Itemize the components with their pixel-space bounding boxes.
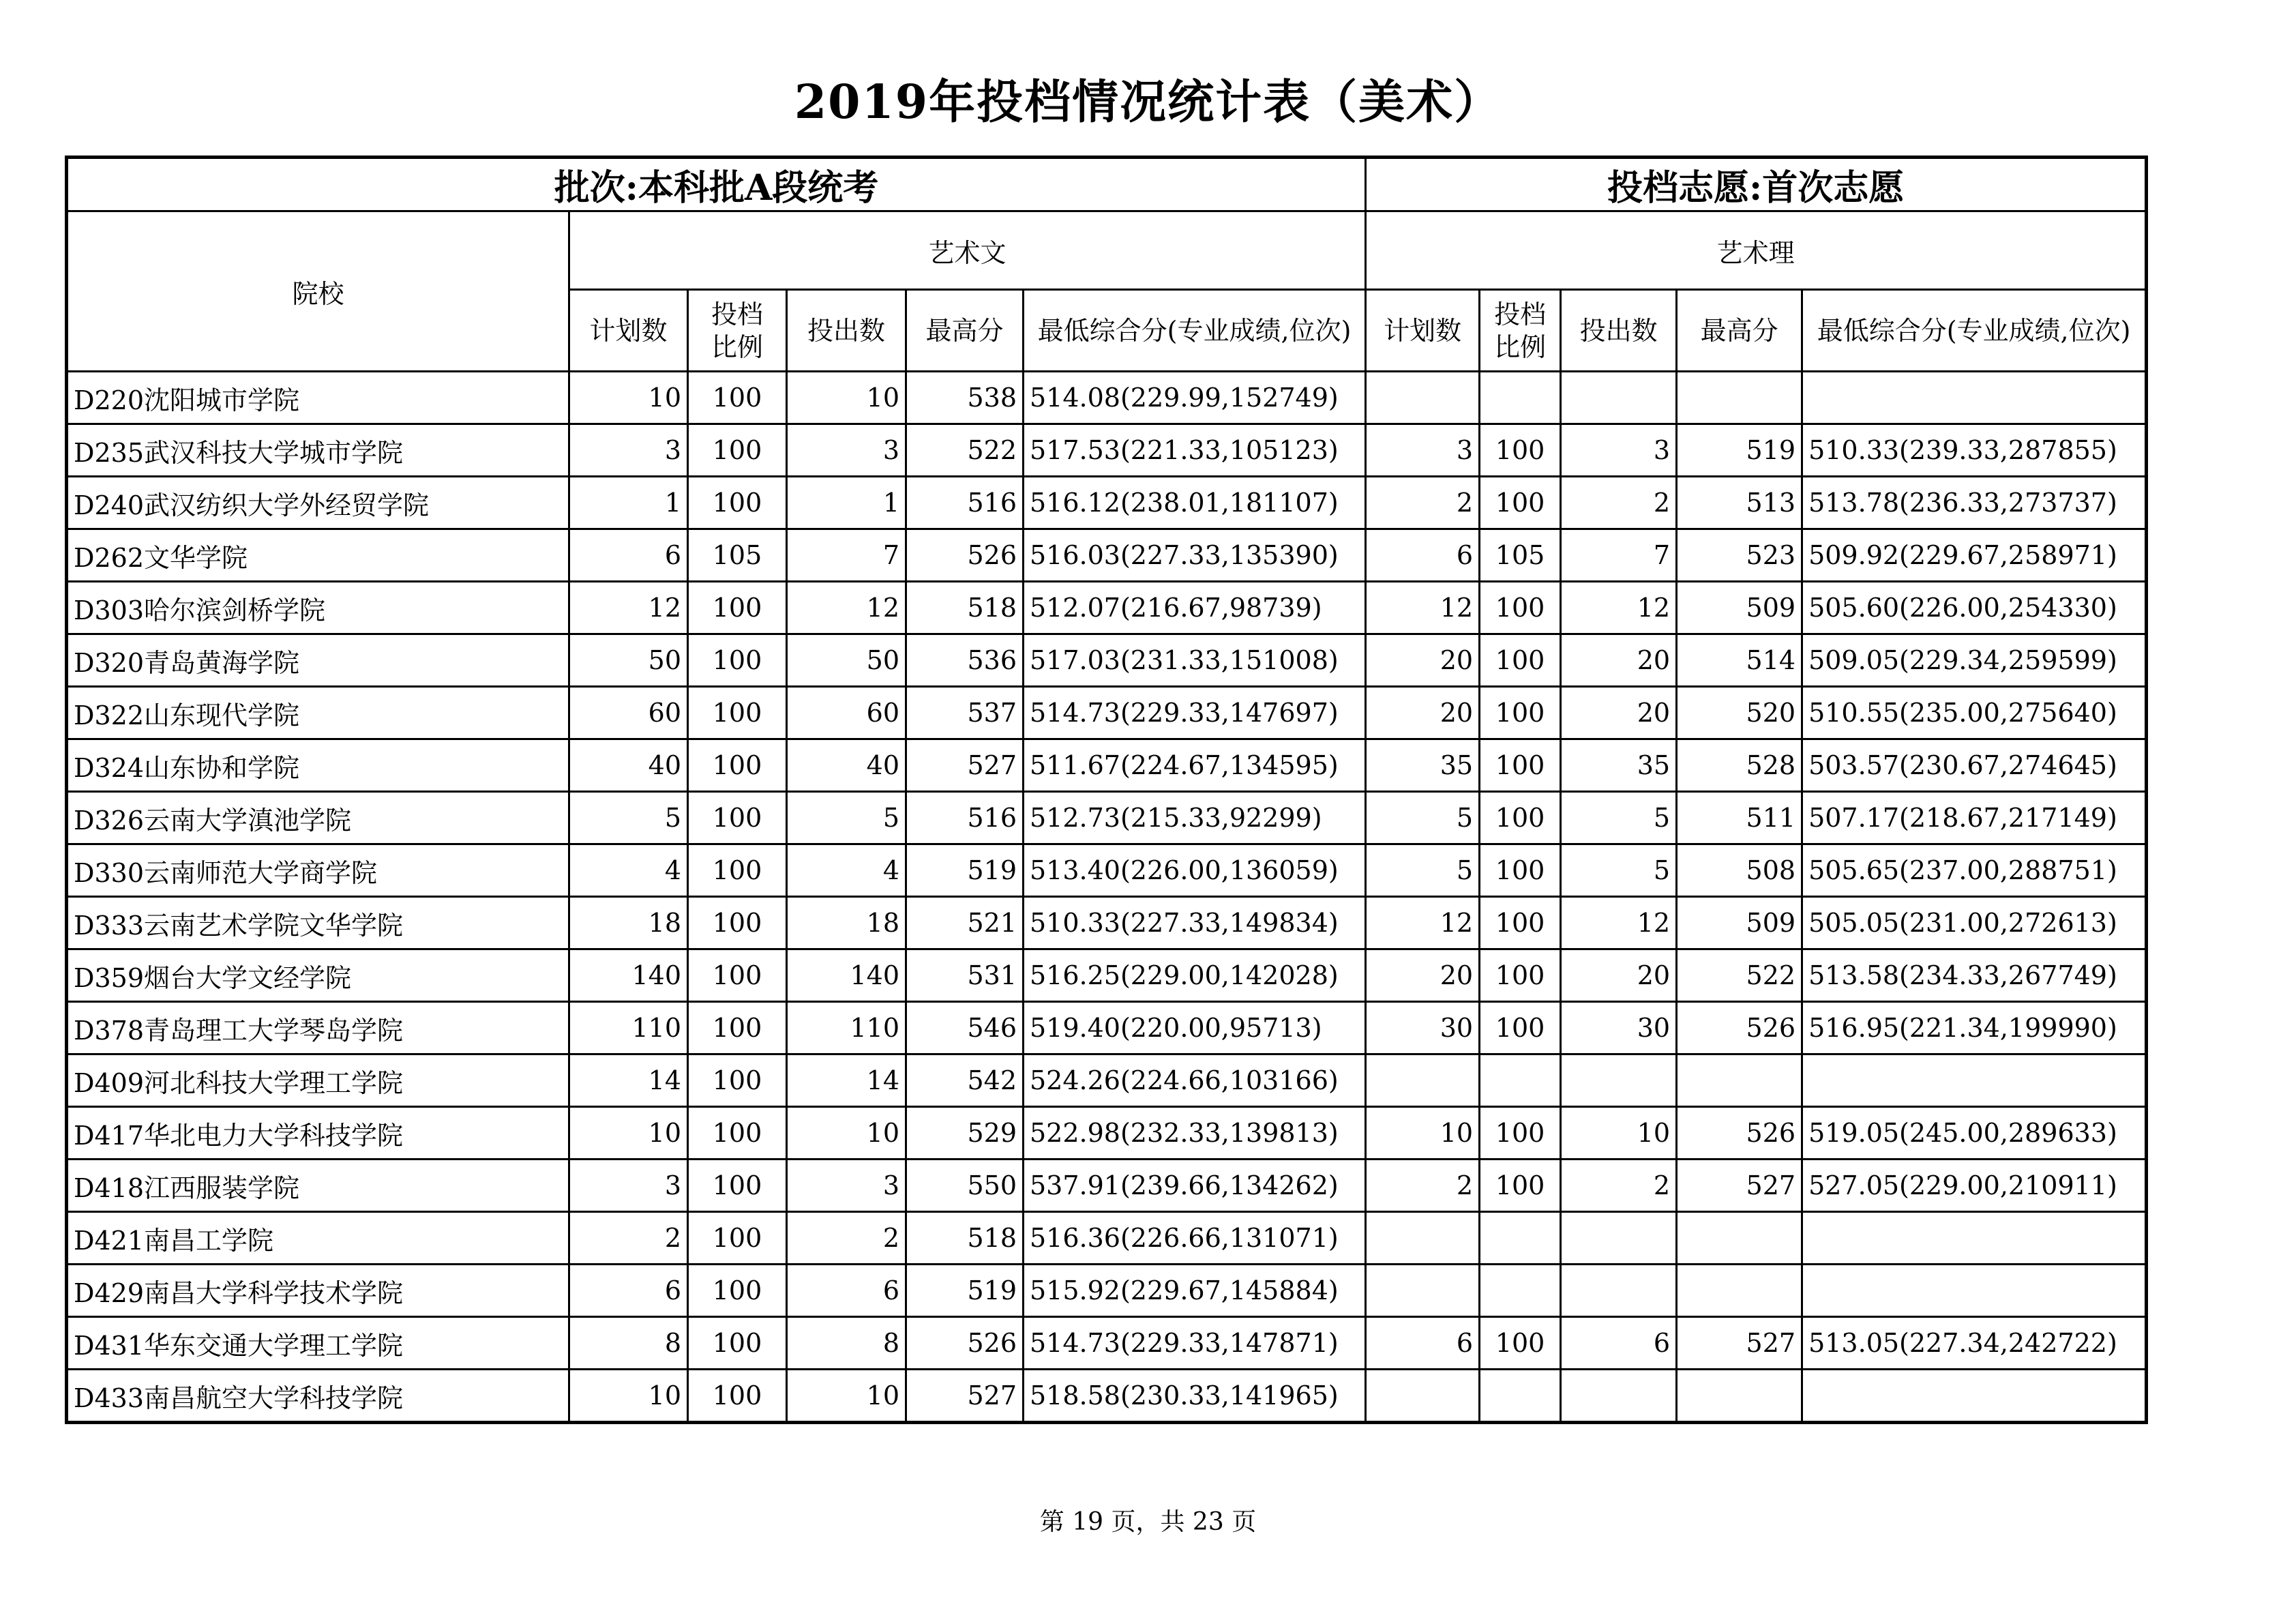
header-row-groups bbox=[67, 211, 2147, 290]
min-header-li bbox=[1802, 290, 2147, 372]
ratio-cell-wen: 100 bbox=[688, 477, 787, 529]
ratio-cell-li: 100 bbox=[1480, 844, 1561, 897]
submitted-cell-li: 7 bbox=[1561, 529, 1677, 582]
plan-cell-wen: 60 bbox=[569, 687, 688, 739]
plan-cell-li: 5 bbox=[1366, 844, 1480, 897]
plan-cell-wen: 5 bbox=[569, 792, 688, 844]
ratio-cell-li: 100 bbox=[1480, 634, 1561, 687]
submitted-cell-wen: 140 bbox=[787, 949, 906, 1002]
submitted-cell-li: 10 bbox=[1561, 1107, 1677, 1160]
max-cell-wen: 531 bbox=[906, 949, 1024, 1002]
min-score-cell-wen: 522.98(232.33,139813) bbox=[1024, 1107, 1366, 1160]
min-score-cell-li: 509.05(229.34,259599) bbox=[1802, 634, 2147, 687]
min-score-cell-wen: 513.40(226.00,136059) bbox=[1024, 844, 1366, 897]
min-score-cell-wen: 515.92(229.67,145884) bbox=[1024, 1265, 1366, 1317]
ratio-cell-wen: 100 bbox=[688, 1107, 787, 1160]
submitted-cell-wen: 1 bbox=[787, 477, 906, 529]
submitted-cell-li bbox=[1561, 1370, 1677, 1423]
plan-cell-li: 30 bbox=[1366, 1002, 1480, 1054]
batch-label: 批次:本科批A段统考 bbox=[67, 158, 1366, 211]
table-row bbox=[67, 687, 2147, 739]
plan-header-li: 计划数 bbox=[1366, 290, 1480, 372]
table-row bbox=[67, 1002, 2147, 1054]
ratio-cell-li: 100 bbox=[1480, 897, 1561, 949]
max-cell-wen: 522 bbox=[906, 424, 1024, 477]
group-header-wen: 艺术文 bbox=[569, 211, 1366, 290]
submitted-cell-wen: 2 bbox=[787, 1212, 906, 1265]
max-cell-wen: 516 bbox=[906, 477, 1024, 529]
min-score-cell-wen: 516.03(227.33,135390) bbox=[1024, 529, 1366, 582]
school-cell: D429南昌大学科学技术学院 bbox=[67, 1265, 569, 1317]
ratio-cell-wen: 100 bbox=[688, 792, 787, 844]
max-cell-li: 527 bbox=[1677, 1317, 1802, 1370]
ratio-cell-li bbox=[1480, 1370, 1561, 1423]
plan-cell-li: 6 bbox=[1366, 529, 1480, 582]
max-cell-li: 511 bbox=[1677, 792, 1802, 844]
max-cell-wen: 542 bbox=[906, 1054, 1024, 1107]
plan-cell-wen: 140 bbox=[569, 949, 688, 1002]
plan-cell-wen: 1 bbox=[569, 477, 688, 529]
submitted-cell-wen: 10 bbox=[787, 372, 906, 424]
min-score-cell-li: 505.60(226.00,254330) bbox=[1802, 582, 2147, 634]
submitted-header-wen: 投出数 bbox=[787, 290, 906, 372]
ratio-cell-li: 100 bbox=[1480, 1107, 1561, 1160]
max-cell-li bbox=[1677, 1265, 1802, 1317]
ratio-cell-li bbox=[1480, 1212, 1561, 1265]
min-score-cell-li bbox=[1802, 1212, 2147, 1265]
school-header: 院校 bbox=[67, 211, 569, 372]
submitted-cell-wen: 6 bbox=[787, 1265, 906, 1317]
max-cell-li: 520 bbox=[1677, 687, 1802, 739]
school-cell: D417华北电力大学科技学院 bbox=[67, 1107, 569, 1160]
plan-cell-li bbox=[1366, 1265, 1480, 1317]
school-cell: D324山东协和学院 bbox=[67, 739, 569, 792]
max-cell-li: 509 bbox=[1677, 582, 1802, 634]
submitted-cell-li: 2 bbox=[1561, 1160, 1677, 1212]
ratio-cell-li: 100 bbox=[1480, 792, 1561, 844]
max-cell-li: 519 bbox=[1677, 424, 1802, 477]
plan-cell-li: 2 bbox=[1366, 477, 1480, 529]
school-cell: D240武汉纺织大学外经贸学院 bbox=[67, 477, 569, 529]
submitted-cell-wen: 3 bbox=[787, 424, 906, 477]
plan-cell-li bbox=[1366, 372, 1480, 424]
table-row bbox=[67, 477, 2147, 529]
submitted-cell-li bbox=[1561, 372, 1677, 424]
min-header-text: 最低综合分(专业成绩,位次) bbox=[1037, 315, 1352, 346]
min-header-text: 最低综合分(专业成绩,位次) bbox=[1817, 315, 2131, 346]
min-score-cell-li: 507.17(218.67,217149) bbox=[1802, 792, 2147, 844]
ratio-cell-li: 100 bbox=[1480, 1002, 1561, 1054]
table-row bbox=[67, 1212, 2147, 1265]
table-row bbox=[67, 582, 2147, 634]
plan-cell-wen: 40 bbox=[569, 739, 688, 792]
table-row bbox=[67, 634, 2147, 687]
min-score-cell-li: 513.78(236.33,273737) bbox=[1802, 477, 2147, 529]
plan-cell-li: 35 bbox=[1366, 739, 1480, 792]
min-score-cell-wen: 537.91(239.66,134262) bbox=[1024, 1160, 1366, 1212]
min-score-cell-wen: 517.03(231.33,151008) bbox=[1024, 634, 1366, 687]
min-score-cell-wen: 514.73(229.33,147871) bbox=[1024, 1317, 1366, 1370]
max-cell-li: 513 bbox=[1677, 477, 1802, 529]
min-header-wen bbox=[1024, 290, 1366, 372]
max-cell-wen: 526 bbox=[906, 529, 1024, 582]
submitted-cell-wen: 5 bbox=[787, 792, 906, 844]
ratio-cell-wen: 100 bbox=[688, 1317, 787, 1370]
min-score-cell-wen: 524.26(224.66,103166) bbox=[1024, 1054, 1366, 1107]
min-score-cell-wen: 512.07(216.67,98739) bbox=[1024, 582, 1366, 634]
max-cell-li: 527 bbox=[1677, 1160, 1802, 1212]
max-cell-wen: 518 bbox=[906, 1212, 1024, 1265]
submitted-cell-wen: 8 bbox=[787, 1317, 906, 1370]
min-score-cell-wen: 514.08(229.99,152749) bbox=[1024, 372, 1366, 424]
plan-cell-wen: 8 bbox=[569, 1317, 688, 1370]
min-score-cell-li: 513.58(234.33,267749) bbox=[1802, 949, 2147, 1002]
school-cell: D433南昌航空大学科技学院 bbox=[67, 1370, 569, 1423]
ratio-cell-wen: 100 bbox=[688, 949, 787, 1002]
admission-table bbox=[65, 156, 2148, 1424]
max-cell-li: 508 bbox=[1677, 844, 1802, 897]
submitted-cell-wen: 4 bbox=[787, 844, 906, 897]
min-score-cell-wen: 514.73(229.33,147697) bbox=[1024, 687, 1366, 739]
plan-cell-wen: 3 bbox=[569, 1160, 688, 1212]
ratio-cell-wen: 100 bbox=[688, 1054, 787, 1107]
plan-cell-wen: 3 bbox=[569, 424, 688, 477]
min-score-cell-li: 503.57(230.67,274645) bbox=[1802, 739, 2147, 792]
submitted-cell-wen: 60 bbox=[787, 687, 906, 739]
school-cell: D378青岛理工大学琴岛学院 bbox=[67, 1002, 569, 1054]
school-cell: D359烟台大学文经学院 bbox=[67, 949, 569, 1002]
ratio-cell-wen: 100 bbox=[688, 1160, 787, 1212]
ratio-cell-li: 105 bbox=[1480, 529, 1561, 582]
submitted-cell-wen: 40 bbox=[787, 739, 906, 792]
plan-cell-wen: 10 bbox=[569, 1370, 688, 1423]
plan-cell-wen: 12 bbox=[569, 582, 688, 634]
ratio-cell-li: 100 bbox=[1480, 582, 1561, 634]
submitted-cell-li: 30 bbox=[1561, 1002, 1677, 1054]
min-score-cell-li: 527.05(229.00,210911) bbox=[1802, 1160, 2147, 1212]
ratio-cell-wen: 100 bbox=[688, 687, 787, 739]
min-score-cell-li: 510.33(239.33,287855) bbox=[1802, 424, 2147, 477]
table-row bbox=[67, 897, 2147, 949]
submitted-cell-li: 6 bbox=[1561, 1317, 1677, 1370]
ratio-cell-li bbox=[1480, 1265, 1561, 1317]
ratio-cell-li bbox=[1480, 372, 1561, 424]
max-cell-wen: 521 bbox=[906, 897, 1024, 949]
table-row bbox=[67, 1265, 2147, 1317]
min-score-cell-wen: 517.53(221.33,105123) bbox=[1024, 424, 1366, 477]
submitted-cell-li bbox=[1561, 1212, 1677, 1265]
ratio-header-text: 投档比例 bbox=[1494, 299, 1547, 362]
min-score-cell-li: 513.05(227.34,242722) bbox=[1802, 1317, 2147, 1370]
ratio-cell-li bbox=[1480, 1054, 1561, 1107]
ratio-header-wen bbox=[688, 290, 787, 372]
batch-row bbox=[67, 158, 2147, 211]
plan-cell-wen: 50 bbox=[569, 634, 688, 687]
max-cell-wen: 519 bbox=[906, 844, 1024, 897]
max-cell-li bbox=[1677, 372, 1802, 424]
plan-cell-wen: 10 bbox=[569, 1107, 688, 1160]
ratio-cell-li: 100 bbox=[1480, 477, 1561, 529]
max-cell-wen: 550 bbox=[906, 1160, 1024, 1212]
min-score-cell-li: 519.05(245.00,289633) bbox=[1802, 1107, 2147, 1160]
max-cell-li: 526 bbox=[1677, 1002, 1802, 1054]
submitted-cell-li: 5 bbox=[1561, 792, 1677, 844]
max-cell-wen: 538 bbox=[906, 372, 1024, 424]
plan-cell-li: 2 bbox=[1366, 1160, 1480, 1212]
ratio-cell-li: 100 bbox=[1480, 687, 1561, 739]
max-cell-li: 526 bbox=[1677, 1107, 1802, 1160]
max-header-wen: 最高分 bbox=[906, 290, 1024, 372]
school-cell: D421南昌工学院 bbox=[67, 1212, 569, 1265]
max-cell-wen: 537 bbox=[906, 687, 1024, 739]
max-cell-li: 528 bbox=[1677, 739, 1802, 792]
submitted-header-li: 投出数 bbox=[1561, 290, 1677, 372]
school-cell: D220沈阳城市学院 bbox=[67, 372, 569, 424]
max-cell-wen: 527 bbox=[906, 739, 1024, 792]
ratio-cell-wen: 100 bbox=[688, 1212, 787, 1265]
table-row bbox=[67, 1160, 2147, 1212]
ratio-cell-li: 100 bbox=[1480, 949, 1561, 1002]
plan-cell-li bbox=[1366, 1212, 1480, 1265]
max-cell-wen: 529 bbox=[906, 1107, 1024, 1160]
min-score-cell-li: 510.55(235.00,275640) bbox=[1802, 687, 2147, 739]
min-score-cell-li bbox=[1802, 1265, 2147, 1317]
ratio-cell-wen: 100 bbox=[688, 1002, 787, 1054]
plan-cell-wen: 6 bbox=[569, 1265, 688, 1317]
plan-cell-li: 10 bbox=[1366, 1107, 1480, 1160]
min-score-cell-li: 509.92(229.67,258971) bbox=[1802, 529, 2147, 582]
max-cell-li: 509 bbox=[1677, 897, 1802, 949]
max-cell-li bbox=[1677, 1054, 1802, 1107]
school-cell: D409河北科技大学理工学院 bbox=[67, 1054, 569, 1107]
school-cell: D262文华学院 bbox=[67, 529, 569, 582]
submitted-cell-wen: 18 bbox=[787, 897, 906, 949]
min-score-cell-li: 516.95(221.34,199990) bbox=[1802, 1002, 2147, 1054]
page-title: 2019年投档情况统计表（美术） bbox=[794, 75, 1502, 130]
plan-cell-wen: 18 bbox=[569, 897, 688, 949]
plan-cell-wen: 4 bbox=[569, 844, 688, 897]
min-score-cell-li bbox=[1802, 372, 2147, 424]
submitted-cell-wen: 110 bbox=[787, 1002, 906, 1054]
min-score-cell-wen: 516.12(238.01,181107) bbox=[1024, 477, 1366, 529]
school-cell: D330云南师范大学商学院 bbox=[67, 844, 569, 897]
submitted-cell-li: 2 bbox=[1561, 477, 1677, 529]
max-cell-wen: 519 bbox=[906, 1265, 1024, 1317]
submitted-cell-li: 20 bbox=[1561, 687, 1677, 739]
submitted-cell-li: 3 bbox=[1561, 424, 1677, 477]
school-cell: D333云南艺术学院文华学院 bbox=[67, 897, 569, 949]
plan-cell-li: 12 bbox=[1366, 897, 1480, 949]
plan-cell-li: 5 bbox=[1366, 792, 1480, 844]
min-score-cell-li: 505.05(231.00,272613) bbox=[1802, 897, 2147, 949]
table-row bbox=[67, 844, 2147, 897]
table-row bbox=[67, 372, 2147, 424]
ratio-cell-li: 100 bbox=[1480, 739, 1561, 792]
min-score-cell-wen: 519.40(220.00,95713) bbox=[1024, 1002, 1366, 1054]
table-row bbox=[67, 792, 2147, 844]
ratio-cell-li: 100 bbox=[1480, 424, 1561, 477]
wish-label: 投档志愿:首次志愿 bbox=[1366, 158, 2147, 211]
max-cell-wen: 546 bbox=[906, 1002, 1024, 1054]
max-cell-li: 523 bbox=[1677, 529, 1802, 582]
max-cell-li: 522 bbox=[1677, 949, 1802, 1002]
plan-cell-wen: 6 bbox=[569, 529, 688, 582]
min-score-cell-wen: 516.36(226.66,131071) bbox=[1024, 1212, 1366, 1265]
plan-cell-li: 20 bbox=[1366, 687, 1480, 739]
max-cell-wen: 516 bbox=[906, 792, 1024, 844]
submitted-cell-li bbox=[1561, 1265, 1677, 1317]
submitted-cell-wen: 50 bbox=[787, 634, 906, 687]
min-score-cell-li bbox=[1802, 1370, 2147, 1423]
school-cell: D431华东交通大学理工学院 bbox=[67, 1317, 569, 1370]
submitted-cell-wen: 3 bbox=[787, 1160, 906, 1212]
min-score-cell-wen: 511.67(224.67,134595) bbox=[1024, 739, 1366, 792]
max-cell-wen: 536 bbox=[906, 634, 1024, 687]
page-footer: 第 19 页，共 23 页 bbox=[1039, 1508, 1257, 1536]
submitted-cell-wen: 7 bbox=[787, 529, 906, 582]
table-row bbox=[67, 1107, 2147, 1160]
min-score-cell-wen: 512.73(215.33,92299) bbox=[1024, 792, 1366, 844]
table-row bbox=[67, 949, 2147, 1002]
submitted-cell-li: 20 bbox=[1561, 634, 1677, 687]
max-cell-wen: 518 bbox=[906, 582, 1024, 634]
ratio-header-li bbox=[1480, 290, 1561, 372]
max-cell-wen: 527 bbox=[906, 1370, 1024, 1423]
submitted-cell-li: 5 bbox=[1561, 844, 1677, 897]
plan-cell-wen: 14 bbox=[569, 1054, 688, 1107]
ratio-cell-wen: 100 bbox=[688, 582, 787, 634]
submitted-cell-wen: 10 bbox=[787, 1370, 906, 1423]
submitted-cell-li: 12 bbox=[1561, 897, 1677, 949]
submitted-cell-li: 20 bbox=[1561, 949, 1677, 1002]
plan-cell-wen: 10 bbox=[569, 372, 688, 424]
table-row bbox=[67, 529, 2147, 582]
school-cell: D322山东现代学院 bbox=[67, 687, 569, 739]
ratio-cell-wen: 100 bbox=[688, 1265, 787, 1317]
submitted-cell-li: 35 bbox=[1561, 739, 1677, 792]
ratio-cell-wen: 105 bbox=[688, 529, 787, 582]
table-row bbox=[67, 739, 2147, 792]
plan-header-wen: 计划数 bbox=[569, 290, 688, 372]
submitted-cell-wen: 10 bbox=[787, 1107, 906, 1160]
plan-cell-li: 20 bbox=[1366, 949, 1480, 1002]
max-cell-li bbox=[1677, 1212, 1802, 1265]
school-cell: D326云南大学滇池学院 bbox=[67, 792, 569, 844]
table-row bbox=[67, 1370, 2147, 1423]
school-cell: D303哈尔滨剑桥学院 bbox=[67, 582, 569, 634]
max-cell-li bbox=[1677, 1370, 1802, 1423]
max-header-li: 最高分 bbox=[1677, 290, 1802, 372]
table-row bbox=[67, 424, 2147, 477]
ratio-cell-wen: 100 bbox=[688, 844, 787, 897]
ratio-cell-wen: 100 bbox=[688, 1370, 787, 1423]
ratio-header-text: 投档比例 bbox=[711, 299, 763, 362]
min-score-cell-wen: 518.58(230.33,141965) bbox=[1024, 1370, 1366, 1423]
table-row bbox=[67, 1317, 2147, 1370]
min-score-cell-wen: 516.25(229.00,142028) bbox=[1024, 949, 1366, 1002]
min-score-cell-li bbox=[1802, 1054, 2147, 1107]
max-cell-wen: 526 bbox=[906, 1317, 1024, 1370]
ratio-cell-wen: 100 bbox=[688, 634, 787, 687]
ratio-cell-wen: 100 bbox=[688, 739, 787, 792]
submitted-cell-wen: 14 bbox=[787, 1054, 906, 1107]
min-score-cell-li: 505.65(237.00,288751) bbox=[1802, 844, 2147, 897]
plan-cell-li: 20 bbox=[1366, 634, 1480, 687]
plan-cell-li bbox=[1366, 1370, 1480, 1423]
school-cell: D320青岛黄海学院 bbox=[67, 634, 569, 687]
submitted-cell-wen: 12 bbox=[787, 582, 906, 634]
school-cell: D418江西服装学院 bbox=[67, 1160, 569, 1212]
ratio-cell-wen: 100 bbox=[688, 897, 787, 949]
plan-cell-li: 12 bbox=[1366, 582, 1480, 634]
table-row bbox=[67, 1054, 2147, 1107]
plan-cell-li: 6 bbox=[1366, 1317, 1480, 1370]
plan-cell-wen: 2 bbox=[569, 1212, 688, 1265]
submitted-cell-li bbox=[1561, 1054, 1677, 1107]
ratio-cell-wen: 100 bbox=[688, 424, 787, 477]
min-score-cell-wen: 510.33(227.33,149834) bbox=[1024, 897, 1366, 949]
plan-cell-wen: 110 bbox=[569, 1002, 688, 1054]
ratio-cell-li: 100 bbox=[1480, 1317, 1561, 1370]
group-header-li: 艺术理 bbox=[1366, 211, 2147, 290]
max-cell-li: 514 bbox=[1677, 634, 1802, 687]
submitted-cell-li: 12 bbox=[1561, 582, 1677, 634]
plan-cell-li bbox=[1366, 1054, 1480, 1107]
ratio-cell-wen: 100 bbox=[688, 372, 787, 424]
plan-cell-li: 3 bbox=[1366, 424, 1480, 477]
school-cell: D235武汉科技大学城市学院 bbox=[67, 424, 569, 477]
ratio-cell-li: 100 bbox=[1480, 1160, 1561, 1212]
